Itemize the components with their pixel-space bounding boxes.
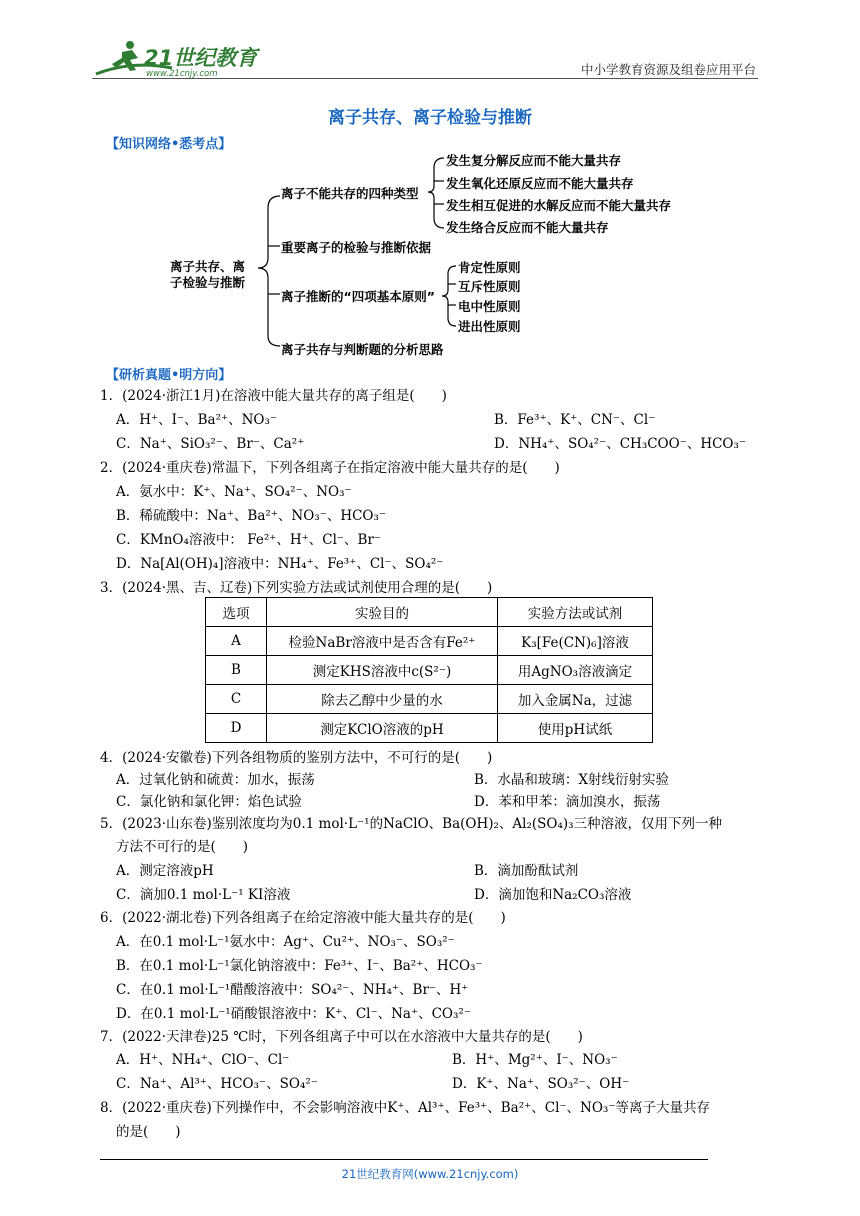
table-cell: B [206,656,267,685]
option: D．NH₄⁺、SO₄²⁻、CH₃COO⁻、HCO₃⁻ [494,436,747,452]
mindmap-root-line2: 子检验与推断 [170,275,246,290]
option: B．在0.1 mol·L⁻¹氯化钠溶液中：Fe³⁺、I⁻、Ba²⁺、HCO₃⁻ [116,958,483,974]
table-cell: 使用pH试纸 [498,714,653,743]
mindmap-root-line1: 离子共存、离 [170,259,246,274]
table-cell: C [206,685,267,714]
option: C．在0.1 mol·L⁻¹醋酸溶液中：SO₄²⁻、NH₄⁺、Br⁻、H⁺ [116,982,469,998]
table-cell: 测定KHS溶液中c(S²⁻) [267,656,498,685]
option: D．苯和甲苯：滴加溴水，振荡 [474,794,661,810]
table-cell: A [206,627,267,656]
platform-name: 中小学教育资源及组卷应用平台 [580,62,756,77]
mindmap-branch-4: 离子共存与判断题的分析思路 [281,342,444,357]
option: A．测定溶液pH [116,863,214,879]
mindmap-branch-1: 离子不能共存的四种类型 [281,186,419,201]
question-2: 2．(2024·重庆卷)常温下，下列各组离子在指定溶液中能大量共存的是( ) [100,460,560,476]
option: D．在0.1 mol·L⁻¹硝酸银溶液中：K⁺、Cl⁻、Na⁺、CO₃²⁻ [116,1006,471,1022]
option: B．稀硫酸中：Na⁺、Ba²⁺、NO₃⁻、HCO₃⁻ [116,508,387,524]
option: D．K⁺、Na⁺、SO₃²⁻、OH⁻ [452,1076,630,1092]
svg-text:www.21cnjy.com: www.21cnjy.com [146,69,218,79]
option: A．H⁺、NH₄⁺、ClO⁻、Cl⁻ [116,1052,290,1068]
mindmap-leaf: 发生氧化还原反应而不能大量共存 [446,176,634,191]
table-row [206,685,653,714]
question-4: 4．(2024·安徽卷)下列各组物质的鉴别方法中，不可行的是( ) [100,750,493,766]
question-3: 3．(2024·黑、吉、辽卷)下列实验方法或试剂使用合理的是( ) [100,580,493,596]
footer-text: 21世纪教育网(www.21cnjy.com) [341,1167,519,1181]
section-heading-exam: 【研析真题•明方向】 [106,368,232,383]
option: B．H⁺、Mg²⁺、I⁻、NO₃⁻ [452,1052,618,1068]
table-header: 实验方法或试剂 [498,598,653,627]
option: B．滴加酚酞试剂 [474,863,579,879]
option: A．过氧化钠和硫黄：加水，振荡 [116,772,315,788]
mindmap-leaf: 发生相互促进的水解反应而不能大量共存 [446,198,672,213]
mindmap-leaf: 肯定性原则 [458,260,521,275]
option: B．水晶和玻璃：X射线衍射实验 [474,772,670,788]
question-1: 1．(2024·浙江1月)在溶液中能大量共存的离子组是( ) [100,388,447,404]
table-row [206,627,653,656]
question-5-cont: 方法不可行的是( ) [116,839,249,855]
table-header: 实验目的 [267,598,498,627]
mindmap-leaf: 电中性原则 [458,299,521,314]
mindmap-brackets [0,0,860,370]
table-cell: 除去乙醇中少量的水 [267,685,498,714]
option: C．Na⁺、SiO₃²⁻、Br⁻、Ca²⁺ [116,436,305,452]
question-8: 8．(2022·重庆卷)下列操作中，不会影响溶液中K⁺、Al³⁺、Fe³⁺、Ba²⁺、Cl⁻、NO₃⁻等离子大量共存 [100,1100,710,1116]
table-cell: 测定KClO溶液的pH [267,714,498,743]
option: D．Na[Al(OH)₄]溶液中：NH₄⁺、Fe³⁺、Cl⁻、SO₄²⁻ [116,556,444,572]
option: A．在0.1 mol·L⁻¹氨水中：Ag⁺、Cu²⁺、NO₃⁻、SO₃²⁻ [116,934,455,950]
page-title: 离子共存、离子检验与推断 [328,108,532,128]
table-cell: K₃[Fe(CN)₆]溶液 [498,627,653,656]
option: C．Na⁺、Al³⁺、HCO₃⁻、SO₄²⁻ [116,1076,318,1092]
question-6: 6．(2022·湖北卷)下列各组离子在给定溶液中能大量共存的是( ) [100,910,506,926]
option: A．氨水中：K⁺、Na⁺、SO₄²⁻、NO₃⁻ [116,484,352,500]
table-row [206,714,653,743]
option: C．KMnO₄溶液中： Fe²⁺、H⁺、Cl⁻、Br⁻ [116,532,382,548]
question-7: 7．(2022·天津卷)25 ℃时，下列各组离子中可以在水溶液中大量共存的是( ) [100,1029,583,1045]
mindmap-leaf: 发生络合反应而不能大量共存 [446,220,609,235]
option: D．滴加饱和Na₂CO₃溶液 [474,887,632,903]
option: A．H⁺、I⁻、Ba²⁺、NO₃⁻ [116,412,278,428]
table-cell: 用AgNO₃溶液滴定 [498,656,653,685]
mindmap-branch-3: 离子推断的“四项基本原则” [281,289,435,304]
option: C．氯化钠和氯化钾：焰色试验 [116,794,302,810]
mindmap-leaf: 互斥性原则 [458,279,521,294]
mindmap-branch-2: 重要离子的检验与推断依据 [281,240,432,255]
mindmap-leaf: 发生复分解反应而不能大量共存 [446,153,622,168]
question-5: 5．(2023·山东卷)鉴别浓度均为0.1 mol·L⁻¹的NaClO、Ba(OH)₂、Al₂(SO₄)₃三种溶液，仅用下列一种 [100,816,723,832]
footer-divider [100,1159,708,1160]
section-heading-knowledge: 【知识网络•悉考点】 [106,137,232,152]
option: C．滴加0.1 mol·L⁻¹ KI溶液 [116,887,291,903]
table-cell: 检验NaBr溶液中是否含有Fe²⁺ [267,627,498,656]
mindmap-leaf: 进出性原则 [458,319,521,334]
table-row [206,656,653,685]
question-8-cont: 的是( ) [116,1124,181,1140]
table-cell: D [206,714,267,743]
experiment-table [205,597,653,743]
table-header: 选项 [206,598,267,627]
option: B．Fe³⁺、K⁺、CN⁻、Cl⁻ [494,412,656,428]
table-header-row [206,598,653,627]
svg-text:21世纪教育: 21世纪教育 [144,46,258,70]
table-cell: 加入金属Na，过滤 [498,685,653,714]
